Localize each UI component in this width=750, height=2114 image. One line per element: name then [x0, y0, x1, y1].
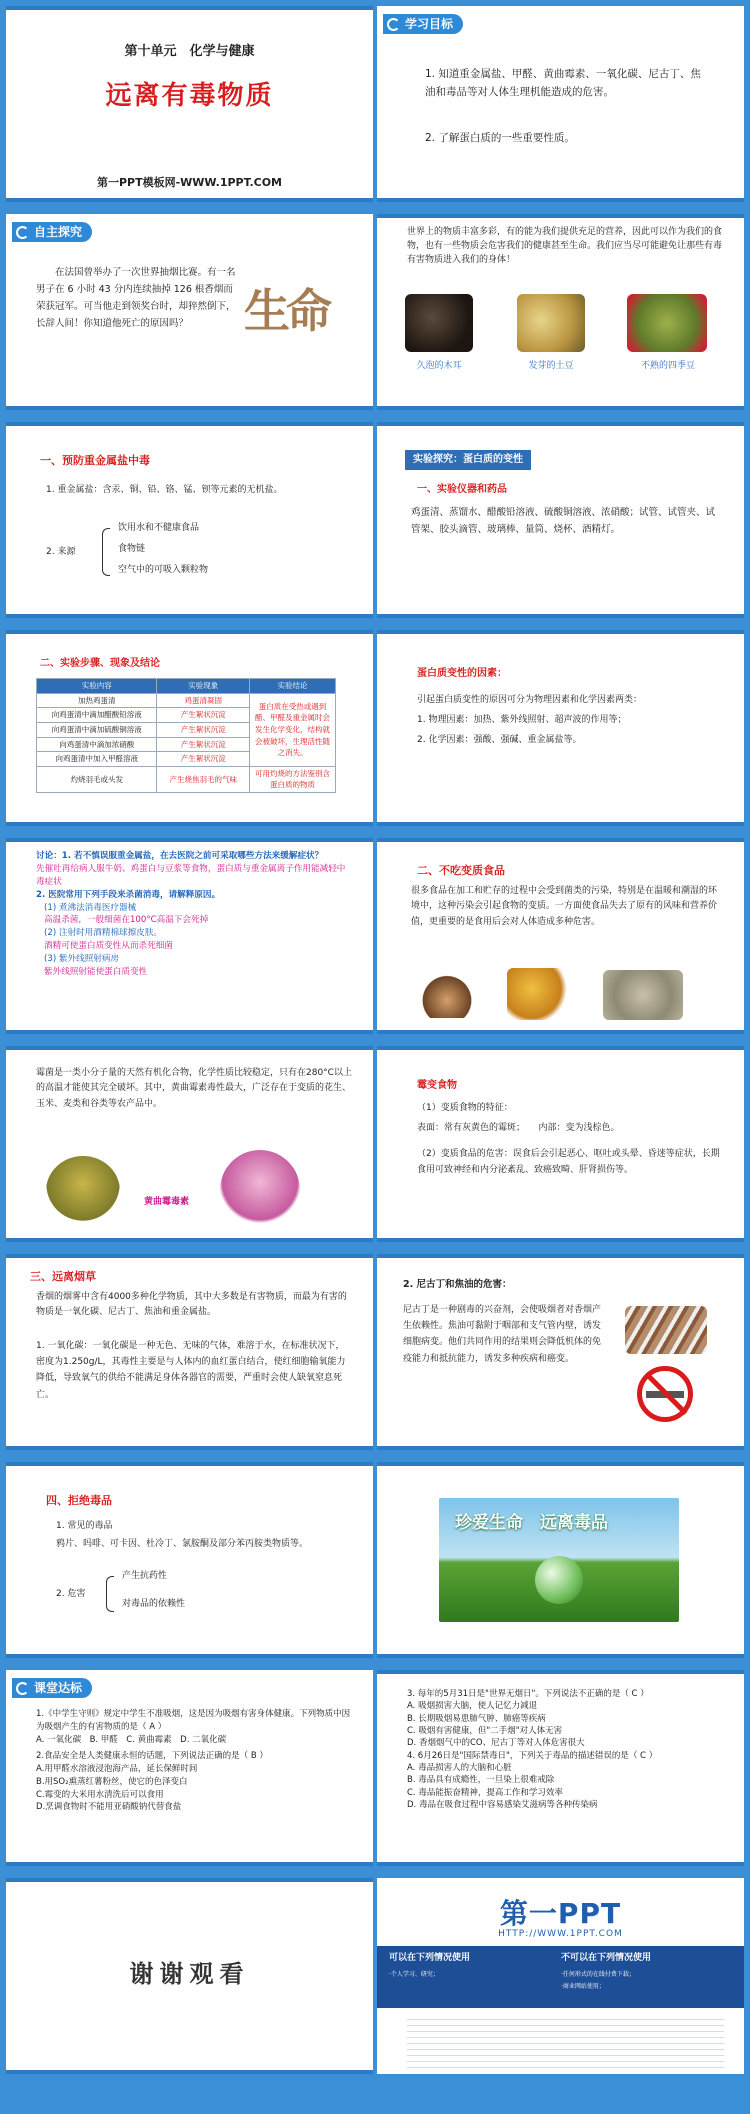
table-cell: 产生烧焦羽毛的气味 — [157, 766, 250, 792]
drug-label: 1. 常见的毒品 — [56, 1521, 113, 1531]
slide-denaturation-factors[interactable] — [377, 630, 744, 826]
slide-explore[interactable] — [6, 214, 373, 410]
slide-bar — [6, 198, 373, 202]
slide-bar — [6, 1654, 373, 1658]
slide-heavy-metal[interactable] — [6, 422, 373, 618]
table-cell: 向鸡蛋清中滴加浓硝酸 — [37, 737, 157, 752]
allowed-heading: 可以在下列情况使用 — [389, 1953, 471, 1963]
aflatoxin-text: 霉菌是一类小分子量的天然有机化合物，化学性质比较稳定，只有在280°C以上的高温才能使其完全破坏。其中，黄曲霉素毒性最大，广泛存在于变质的花生、玉米、麦类和谷类等农产品中。 — [36, 1068, 352, 1109]
table-cell: 鸡蛋清凝固 — [157, 693, 250, 708]
quiz-option: C.霉变的大米用水清洗后可以食用 — [36, 1789, 164, 1800]
table-cell: 产生絮状沉淀 — [157, 737, 250, 752]
slide-bar — [377, 1654, 744, 1658]
slide-bar — [377, 214, 744, 218]
slide-drugs[interactable] — [6, 1462, 373, 1658]
section-tag — [12, 222, 92, 242]
intro-text: 世界上的物质丰富多彩，有的能为我们提供充足的营养，因此可以作为我们的食物，也有一些物质会危害我们的健康甚至生命。我们应当尽可能避免让那些有毒有害物质进入我们的身体！ — [407, 227, 723, 265]
table-cell: 蛋白质在受热或遇到醋、甲醛及重金属时会发生化学变化，结构就会被破坏，生理活性随之消失。 — [250, 693, 336, 766]
slide-tobacco[interactable] — [6, 1254, 373, 1450]
slide-bar — [377, 630, 744, 634]
slide-quiz-2[interactable] — [377, 1670, 744, 1866]
answer-2: 高温杀菌，一般细菌在100°C高温下会死掉 — [44, 915, 209, 926]
ring-icon — [387, 18, 400, 31]
tag-label: 学习目标 — [405, 16, 454, 31]
caption-potato: 发芽的土豆 — [528, 361, 574, 371]
source-item-1: 饮用水和不健康食品 — [118, 523, 200, 533]
col-header: 实验内容 — [37, 679, 157, 694]
method-3: (3) 紫外线照射病房 — [44, 954, 120, 965]
thanks-text: 谢谢观看 — [129, 1960, 250, 1988]
slide-aflatoxin[interactable] — [6, 1046, 373, 1242]
slide-bar — [6, 1254, 373, 1258]
quiz-option: C. 毒品能振奋精神，提高工作和学习效率 — [407, 1787, 563, 1798]
caption-bean: 不熟的四季豆 — [640, 361, 695, 371]
quiz-option: D. 毒品在吸食过程中容易感染艾滋病等各种传染病 — [407, 1799, 598, 1810]
ring-icon — [16, 1682, 29, 1695]
slide-bar — [6, 1030, 373, 1034]
slide-bar — [6, 838, 373, 842]
quiz-question-2: 2.食品安全是人类健康永恒的话题，下列说法正确的是（ B ） — [36, 1751, 268, 1762]
slide-bar — [377, 1670, 744, 1674]
slide-bar — [377, 1462, 744, 1466]
slide-bar — [377, 1030, 744, 1034]
harm-item-2: 对毒品的依赖性 — [122, 1599, 186, 1609]
slide-bar — [6, 1878, 373, 1882]
slide-experiment-materials[interactable] — [377, 422, 744, 618]
factor-physical: 1. 物理因素：加热、紫外线照射、超声波的作用等； — [417, 715, 627, 725]
section-heading: 2. 尼古丁和焦油的危害： — [403, 1279, 512, 1290]
method-1: (1) 煮沸法消毒医疗器械 — [44, 902, 137, 913]
quiz-option: A. 吸烟损害大脑，使人记忆力减退 — [407, 1701, 538, 1712]
factors-intro: 引起蛋白质变性的原因可分为物理因素和化学因素两类： — [417, 695, 643, 705]
quiz-options-1: A. 一氧化碳 B. 甲醛 C. 黄曲霉素 D. 二氧化碳 — [36, 1734, 227, 1745]
mold-flower-image — [220, 1150, 300, 1230]
slide-bar — [377, 406, 744, 410]
quiz-question-4: 4. 6月26日是"国际禁毒日"，下列关于毒品的描述错误的是（ C ） — [407, 1750, 658, 1761]
slide-foods[interactable] — [377, 214, 744, 410]
source-item-3: 空气中的可吸入颗粒物 — [118, 565, 209, 575]
slide-experiment-table[interactable] — [6, 630, 373, 826]
col-header: 实验结论 — [250, 679, 336, 694]
objective-2: 2. 了解蛋白质的一些重要性质。 — [425, 132, 575, 144]
banner-image — [439, 1498, 679, 1622]
table-cell: 向鸡蛋清中滴加硫酸铜溶液 — [37, 722, 157, 737]
allowed-item: ·个人学习、研究； — [389, 1971, 439, 1978]
slide-bar — [6, 822, 373, 826]
slide-bar — [6, 6, 373, 10]
slide-bar — [377, 1862, 744, 1866]
col-header: 实验现象 — [157, 679, 250, 694]
slide-bar — [6, 422, 373, 426]
brand-logo: 第一PPT — [499, 1897, 622, 1930]
slide-bar — [377, 1446, 744, 1450]
slide-nicotine[interactable] — [377, 1254, 744, 1450]
slide-bar — [6, 1462, 373, 1466]
slide-bar — [6, 406, 373, 410]
bean-image — [627, 294, 707, 352]
tag-label: 课堂达标 — [34, 1680, 83, 1695]
source-item-2: 食物链 — [118, 544, 146, 554]
factor-chemical: 2. 化学因素：强酸、强碱、重金属盐等。 — [417, 735, 582, 745]
tag-label: 自主探究 — [34, 224, 83, 239]
quiz-block — [407, 1688, 726, 1811]
table-cell: 产生絮状沉淀 — [157, 708, 250, 723]
slide-discussion[interactable] — [6, 838, 373, 1034]
harm-text: （2）变质食品的危害：误食后会引起恶心、呕吐或头晕、昏迷等症状，长期食用可致神经和内分泌紊乱、致癌致畸、肝肾损伤等。 — [417, 1149, 720, 1176]
quiz-option: A.用甲醛水溶液浸泡海产品，延长保鲜时间 — [36, 1764, 198, 1774]
slide-bar — [377, 614, 744, 618]
cigarettes-image — [625, 1306, 707, 1354]
section-tag — [12, 1678, 92, 1698]
slide-title: 远离有毒物质 — [105, 81, 274, 111]
slide-bar — [377, 838, 744, 842]
slide-banner[interactable] — [377, 1462, 744, 1658]
table-cell: 向鸡蛋清中滴加醋酸铅溶液 — [37, 708, 157, 723]
slide-thanks[interactable] — [6, 1878, 373, 2074]
caption-wood-ear: 久泡的木耳 — [416, 361, 462, 371]
slide-bar — [6, 614, 373, 618]
site-credit: 第一PPT模板网-WWW.1PPT.COM — [96, 176, 283, 189]
brace — [106, 1576, 114, 1612]
answer-4: 紫外线照射能使蛋白质变性 — [44, 967, 148, 978]
forbidden-item: ·任何形式的在线付费下载； — [561, 1971, 635, 1978]
slide-bar — [6, 1446, 373, 1450]
feature-label: （1）变质食物的特征： — [417, 1103, 513, 1113]
experiment-table — [36, 678, 336, 793]
unit-title: 第十单元 化学与健康 — [124, 44, 255, 59]
table-cell: 灼烧羽毛或头发 — [37, 766, 157, 792]
slide-credits[interactable] — [377, 1878, 744, 2074]
moldy-orange-image — [507, 968, 569, 1020]
table-row — [37, 693, 336, 708]
quiz-option: B. 毒品具有成瘾性，一旦染上很难戒除 — [407, 1775, 555, 1786]
nicotine-text: 尼古丁是一种剧毒的兴奋剂，会使吸烟者对香烟产生依赖性。焦油可黏附于咽部和支气管内壁，诱发细胞病变。他们共同作用的结果则会降低机体的免疫能力和抵抗能力，诱发多种疾病和癌变。 — [403, 1305, 602, 1364]
story-text: 在法国曾举办了一次世界抽烟比赛。有一名男子在 6 小时 43 分内连续抽掉 126 根香烟而荣获冠军。可当他走到领奖台时，却猝然倒下，长辞人间！你知道他死亡的原因吗？ — [36, 267, 236, 330]
slide-bar — [377, 1254, 744, 1258]
quiz-option: D.烹调食物时不能用亚硝酸钠代替食盐 — [36, 1802, 182, 1813]
banner-text: 珍爱生命 远离毒品 — [455, 1513, 608, 1533]
harm-item-1: 产生抗药性 — [122, 1571, 168, 1581]
forbidden-item: ·商业网站使用； — [561, 1983, 605, 1990]
slide-bar — [6, 2070, 373, 2074]
definition-text: 1. 重金属盐：含汞、铜、铅、铬、锰、钡等元素的无机盐。 — [46, 485, 283, 495]
section-heading: 四、拒绝毒品 — [46, 1494, 112, 1507]
slide-bar — [377, 1046, 744, 1050]
answer-3: 酒精可使蛋白质变性从而杀死细菌 — [44, 941, 173, 952]
aflatoxin-caption: 黄曲霉毒素 — [144, 1197, 190, 1207]
materials-text: 鸡蛋清、蒸馏水、醋酸铅溶液、硫酸铜溶液、浓硝酸；试管、试管夹、试管架、胶头滴管、玻璃棒、量筒、烧杯、酒精灯。 — [411, 507, 716, 536]
section-heading: 三、远离烟草 — [30, 1270, 96, 1283]
harm-label: 2. 危害 — [56, 1589, 86, 1599]
link-list — [407, 2014, 724, 2068]
quiz-option: A. 毒品损害人的大脑和心脏 — [407, 1762, 512, 1773]
table-cell: 加热鸡蛋清 — [37, 693, 157, 708]
forbidden-heading: 不可以在下列情况使用 — [561, 1953, 652, 1963]
slide-objectives[interactable] — [377, 6, 744, 202]
info-panel — [377, 1946, 744, 2008]
section-heading: 二、不吃变质食品 — [417, 864, 505, 877]
table-cell: 可用灼烧的方法鉴别含蛋白质的物质 — [250, 766, 336, 792]
slide-bar — [377, 198, 744, 202]
slide-bar — [377, 1238, 744, 1242]
quiz-option: B.用SO₂熏蒸红薯粉丝，使它的色泽变白 — [36, 1776, 188, 1787]
no-smoking-icon — [637, 1366, 693, 1422]
moldy-fruit-image — [417, 974, 477, 1018]
slide-bar — [6, 630, 373, 634]
life-art: 生命 — [244, 284, 328, 338]
quiz-option: C. 吸烟有害健康，但"二手烟"对人体无害 — [407, 1725, 563, 1736]
question-1: 讨论：1. 若不慎误服重金属盐，在去医院之前可采取哪些方法来缓解症状？ — [36, 851, 324, 861]
discussion-block — [36, 850, 353, 979]
spoil-text: 很多食品在加工和贮存的过程中会受到菌类的污染，特别是在温暖和潮湿的环境中，这种污染会引起食物的变质。一方面使食品失去了原有的风味和营养价值，更重要的是食用后会对人体造成多种危害。 — [411, 886, 718, 927]
table-header — [37, 679, 336, 694]
answer-1: 先催吐再给病人服牛奶、鸡蛋白与豆浆等食物，蛋白质与重金属离子作用能减轻中毒症状 — [36, 863, 346, 887]
feature-text: 表面：常有灰黄色的霉斑； 内部：变为浅棕色。 — [417, 1123, 620, 1133]
section-heading: 蛋白质变性的因素： — [417, 668, 507, 679]
slide-spoiled-food[interactable] — [377, 838, 744, 1034]
table-cell: 向鸡蛋清中加入甲醛溶液 — [37, 752, 157, 767]
tobacco-intro: 香烟的烟雾中含有4000多种化学物质，其中大多数是有害物质，而最为有害的物质是一氧化碳、尼古丁、焦油和重金属盐。 — [36, 1292, 347, 1318]
section-heading: 一、实验仪器和药品 — [417, 484, 507, 495]
drug-list: 鸦片、吗啡、可卡因、杜冷丁、氯胺酮及部分苯丙胺类物质等。 — [56, 1539, 309, 1549]
section-heading: 霉变食物 — [417, 1080, 457, 1091]
question-2: 2. 医院常用下列手段来杀菌消毒，请解释原因。 — [36, 889, 221, 900]
slide-quiz-1[interactable] — [6, 1670, 373, 1866]
slide-bar — [377, 822, 744, 826]
experiment-tag: 实验探究：蛋白质的变性 — [405, 450, 531, 470]
quiz-block — [36, 1708, 355, 1814]
ring-icon — [16, 226, 29, 239]
table-cell: 产生絮状沉淀 — [157, 752, 250, 767]
slide-cover[interactable] — [6, 6, 373, 202]
brace — [102, 528, 110, 576]
section-heading: 二、实验步骤、现象及结论 — [40, 658, 160, 669]
section-tag — [383, 14, 463, 34]
table-row — [37, 766, 336, 792]
slide-bar — [377, 422, 744, 426]
quiz-question-1: 1.《中学生守则》规定中学生不准吸烟，这是因为吸烟有害身体健康。下列物质中因为吸烟产生的有害物质的是（ A ） — [36, 1709, 351, 1732]
slide-bar — [6, 1046, 373, 1050]
moldy-bread-image — [603, 970, 683, 1020]
table-cell: 产生絮状沉淀 — [157, 722, 250, 737]
potato-image — [517, 294, 585, 352]
slide-moldy-food[interactable] — [377, 1046, 744, 1242]
slide-bar — [6, 1862, 373, 1866]
method-2: (2) 注射时用酒精棉球擦皮肤。 — [44, 928, 163, 939]
wood-ear-image — [405, 294, 473, 352]
mold-tree-image — [46, 1156, 120, 1226]
quiz-option: D. 香烟烟气中的CO、尼古丁等对人体危害很大 — [407, 1738, 585, 1749]
slide-bar — [6, 1238, 373, 1242]
section-heading: 一、预防重金属盐中毒 — [40, 454, 150, 467]
objective-1: 1. 知道重金属盐、甲醛、黄曲霉素、一氧化碳、尼古丁、焦油和毒品等对人体生理机能造成的危害。 — [425, 68, 701, 98]
earth-icon — [535, 1556, 583, 1604]
quiz-question-3: 3. 每年的5月31日是"世界无烟日"。下列说法不正确的是（ C ） — [407, 1689, 649, 1699]
source-label: 2. 来源 — [46, 547, 76, 557]
quiz-option: B. 长期吸烟易患肺气肿、肺癌等疾病 — [407, 1713, 546, 1724]
brand-url: HTTP://WWW.1PPT.COM — [498, 1929, 623, 1939]
co-text: 1. 一氧化碳：一氧化碳是一种无色、无味的气体，难溶于水，在标准状况下，密度为1.250g/L，其毒性主要是与人体内的血红蛋白结合，使红细胞输氧能力降低，导致氧气的供给不能满足身体各器官的需要，严重时会使人缺氧窒息死亡。 — [36, 1341, 346, 1400]
